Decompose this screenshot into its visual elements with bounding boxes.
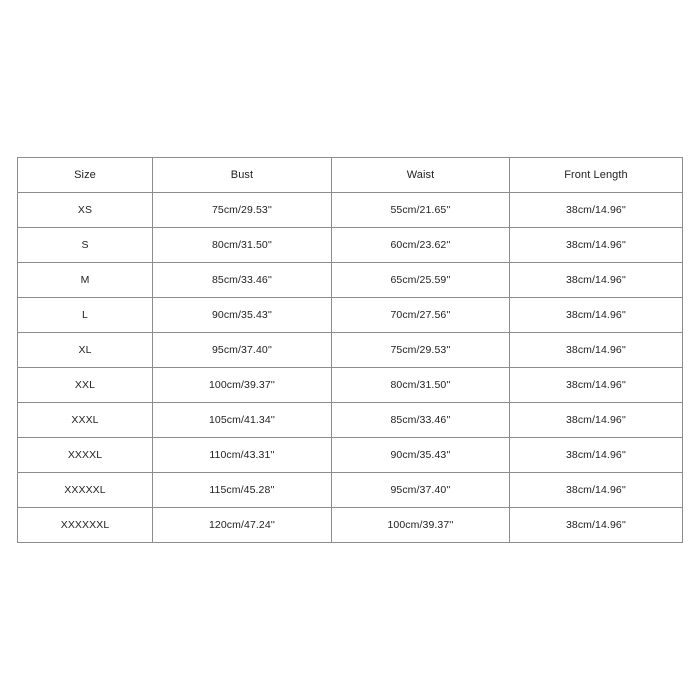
bust-cell: 115cm/45.28''	[153, 473, 332, 508]
size-cell: M	[18, 263, 153, 298]
waist-cell: 85cm/33.46''	[332, 403, 510, 438]
front-length-cell: 38cm/14.96''	[510, 298, 683, 333]
size-cell: XS	[18, 193, 153, 228]
waist-cell: 100cm/39.37''	[332, 508, 510, 543]
table-row	[18, 228, 683, 263]
waist-cell: 70cm/27.56''	[332, 298, 510, 333]
size-cell: XXXXL	[18, 438, 153, 473]
size-cell: XXXXXL	[18, 473, 153, 508]
waist-cell: 90cm/35.43''	[332, 438, 510, 473]
size-chart-body	[18, 193, 683, 543]
bust-cell: 95cm/37.40''	[153, 333, 332, 368]
front-length-cell: 38cm/14.96''	[510, 403, 683, 438]
header-row	[18, 158, 683, 193]
front-length-cell: 38cm/14.96''	[510, 333, 683, 368]
size-cell: XXL	[18, 368, 153, 403]
front-length-cell: 38cm/14.96''	[510, 508, 683, 543]
front-length-cell: 38cm/14.96''	[510, 368, 683, 403]
bust-cell: 120cm/47.24''	[153, 508, 332, 543]
size-cell: XL	[18, 333, 153, 368]
table-row	[18, 333, 683, 368]
bust-cell: 110cm/43.31''	[153, 438, 332, 473]
bust-cell: 100cm/39.37''	[153, 368, 332, 403]
table-row	[18, 508, 683, 543]
bust-cell: 90cm/35.43''	[153, 298, 332, 333]
header-waist: Waist	[332, 158, 510, 193]
table-row	[18, 263, 683, 298]
bust-cell: 105cm/41.34''	[153, 403, 332, 438]
table-row	[18, 298, 683, 333]
front-length-cell: 38cm/14.96''	[510, 263, 683, 298]
waist-cell: 80cm/31.50''	[332, 368, 510, 403]
bust-cell: 85cm/33.46''	[153, 263, 332, 298]
waist-cell: 60cm/23.62''	[332, 228, 510, 263]
size-cell: L	[18, 298, 153, 333]
table-row	[18, 193, 683, 228]
table-row	[18, 368, 683, 403]
front-length-cell: 38cm/14.96''	[510, 193, 683, 228]
size-cell: XXXXXXL	[18, 508, 153, 543]
size-cell: S	[18, 228, 153, 263]
table-row	[18, 403, 683, 438]
front-length-cell: 38cm/14.96''	[510, 228, 683, 263]
bust-cell: 80cm/31.50''	[153, 228, 332, 263]
waist-cell: 65cm/25.59''	[332, 263, 510, 298]
table-row	[18, 473, 683, 508]
waist-cell: 55cm/21.65''	[332, 193, 510, 228]
table-row	[18, 438, 683, 473]
size-cell: XXXL	[18, 403, 153, 438]
bust-cell: 75cm/29.53''	[153, 193, 332, 228]
waist-cell: 95cm/37.40''	[332, 473, 510, 508]
header-bust: Bust	[153, 158, 332, 193]
size-chart-header	[18, 158, 683, 193]
size-chart-table	[17, 157, 683, 543]
header-front-length: Front Length	[510, 158, 683, 193]
front-length-cell: 38cm/14.96''	[510, 473, 683, 508]
header-size: Size	[18, 158, 153, 193]
waist-cell: 75cm/29.53''	[332, 333, 510, 368]
front-length-cell: 38cm/14.96''	[510, 438, 683, 473]
